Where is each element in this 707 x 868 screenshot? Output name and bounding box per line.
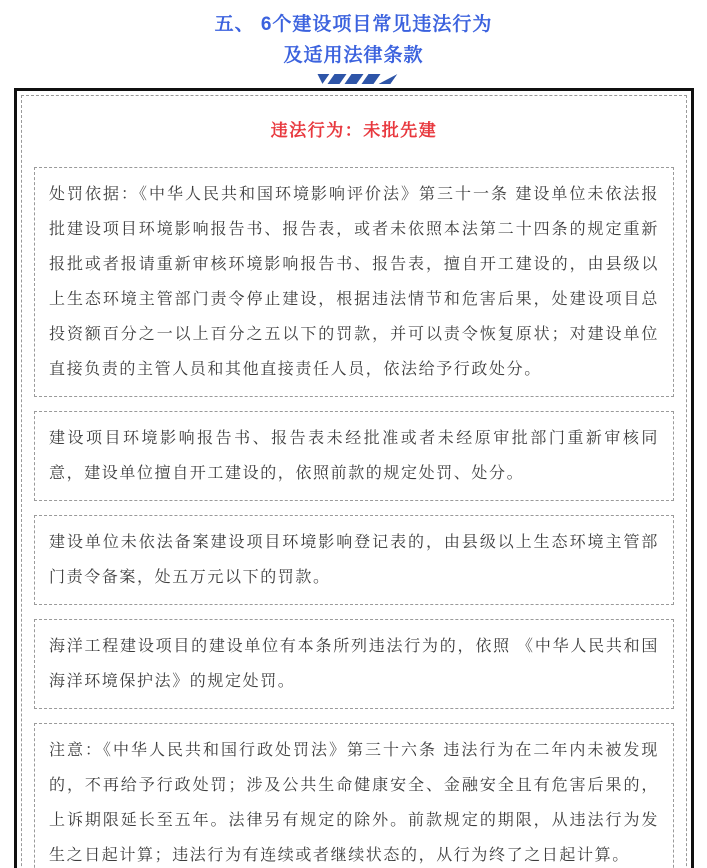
content-panel [14,88,694,868]
law-paragraph-note-statute-of-limitations: 注意：《中华人民共和国行政处罚法》第三十六条 违法行为在二年内未被发现的，不再给予行政处罚；涉及公共生命健康安全、金融安全且有危害后果的，上诉期限延长至五年。法律另有规定的除外。前款规定的期限，从违法行为发生之日起计算；违法行为有连续或者继续状态的，从行为终了之日起计算。 [34,723,674,868]
stripe-segment [361,74,380,84]
page-title-line1: 五、 6个建设项目常见违法行为 [214,14,493,35]
stripe-segment [378,74,397,84]
law-paragraph-marine-projects: 海洋工程建设项目的建设单位有本条所列违法行为的，依照 《中华人民共和国海洋环境保护法》的规定处罚。 [34,619,674,709]
stripe-segment [344,74,363,84]
law-paragraph-unapproved-construction: 建设项目环境影响报告书、报告表未经批准或者未经原审批部门重新审核同意，建设单位擅自开工建设的，依照前款的规定处罚、处分。 [34,411,674,501]
page-title-line2: 及适用法律条款 [283,45,424,66]
stripe-segment [327,74,346,84]
law-paragraph-registration-form: 建设单位未依法备案建设项目环境影响登记表的，由县级以上生态环境主管部门责令备案，处五万元以下的罚款。 [34,515,674,605]
law-paragraph-penalty-basis: 处罚依据：《中华人民共和国环境影响评价法》第三十一条 建设单位未依法报批建设项目环境影响报告书、报告表，或者未依照本法第二十四条的规定重新报批或者报请重新审核环境影响报告书、报告表，擅自开工建设的，由县级以上生态环境主管部门责令停止建设，根据违法情节和危害后果，处建设项目总投资额百分之一以上百分之五以下的罚款，并可以责令恢复原状；对建设单位直接负责的主管人员和其他直接责任人员，依法给予行政处分。 [34,167,674,397]
stripe-segment [310,74,329,84]
content-panel-inner [21,95,687,868]
hazard-stripes-icon [0,73,707,84]
violation-type-header: 违法行为：未批先建 [270,121,438,140]
